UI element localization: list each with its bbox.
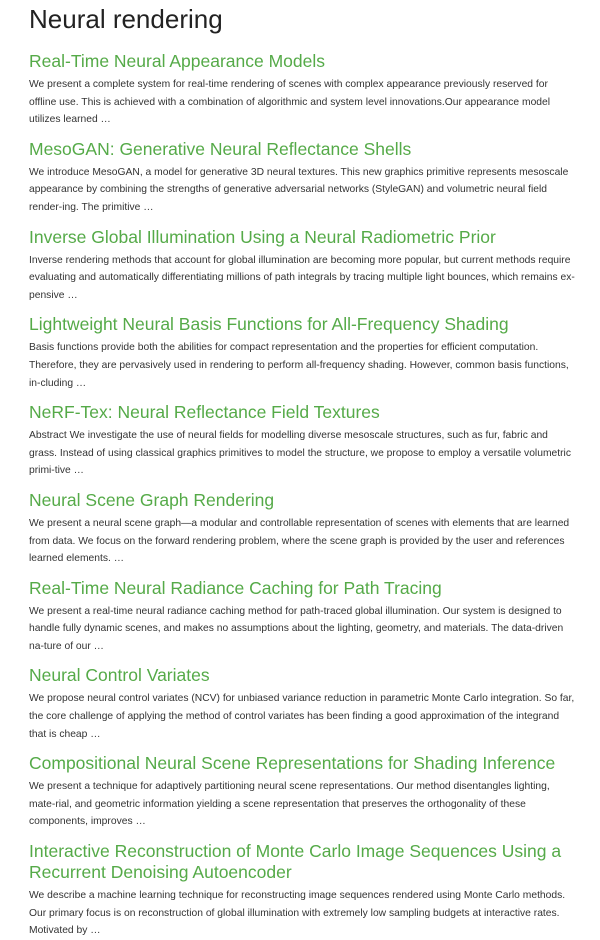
article-excerpt: We present a neural scene graph—a modular and controllable representation of scenes with elements that are learned from data. We focus on the forward rendering problem, where the scene graph is provided by the user and references learned elements. … <box>29 517 570 565</box>
article-title-link[interactable]: Real-Time Neural Radiance Caching for Path Tracing <box>29 577 442 598</box>
article-item <box>29 139 576 217</box>
article-item <box>29 665 576 743</box>
article-item <box>29 227 576 305</box>
article-title-link[interactable]: Interactive Reconstruction of Monte Carlo Image Sequences Using a Recurrent Denoising Autoencoder <box>29 841 562 883</box>
article-excerpt: We present a technique for adaptively partitioning neural scene representations. Our method disentangles lighting, mate-rial, and geometric information yielding a scene representation that preserves the orthogonality of these components, improves … <box>29 781 550 828</box>
article-item <box>29 578 576 656</box>
article-list <box>29 51 576 940</box>
article-item <box>29 753 576 831</box>
article-excerpt: We describe a machine learning technique for reconstructing image sequences rendered using Monte Carlo methods. Our primary focus is on reconstruction of global illumination with extremely low sampling budgets at interactive rates. Motivated by … <box>29 890 566 937</box>
article-item <box>29 490 576 568</box>
article-excerpt: Basis functions provide both the abilities for compact representation and the properties for efficient computation. Therefore, they are pervasively used in rendering to perform all-frequency shading. However, common basis functions, in-cluding … <box>29 342 569 389</box>
article-title-link[interactable]: Real-Time Neural Appearance Models <box>29 51 326 71</box>
article-excerpt: We propose neural control variates (NCV) for unbiased variance reduction in parametric Monte Carlo integration. So far, the core challenge of applying the method of control variates has been finding a good approximation of the integrand that is cheap … <box>29 693 575 740</box>
article-excerpt: We introduce MesoGAN, a model for generative 3D neural textures. This new graphics primitive represents mesoscale appearance by combining the strengths of generative adversarial networks (StyleGAN) and volumetric neural field render-ing. The primitive … <box>29 166 569 213</box>
article-title-link[interactable]: Neural Scene Graph Rendering <box>29 489 275 510</box>
article-excerpt: We present a complete system for real-time rendering of scenes with complex appearance previously reserved for offline use. This is achieved with a combination of algorithmic and system level innovations.Our appearance model utilizes learned … <box>29 79 551 126</box>
article-item <box>29 402 576 480</box>
article-excerpt: Abstract We investigate the use of neural fields for modelling diverse mesoscale structures, such as fur, fabric and grass. Instead of using classical graphics primitives to model the structure, we propose to employ a versatile volumetric primi-tive … <box>29 430 571 477</box>
page-title: Neural rendering <box>29 4 223 34</box>
article-title-link[interactable]: Inverse Global Illumination Using a Neural Radiometric Prior <box>29 226 496 247</box>
article-title-link[interactable]: Compositional Neural Scene Representations for Shading Inference <box>29 753 556 774</box>
article-item <box>29 841 576 940</box>
article-excerpt: We present a real-time neural radiance caching method for path-traced global illumination. Our system is designed to handle fully dynamic scenes, and makes no assumptions about the lighting, geometry, and materials. The data-driven na-ture of our … <box>29 605 564 652</box>
article-title-link[interactable]: MesoGAN: Generative Neural Reflectance Shells <box>29 138 412 159</box>
article-title-link[interactable]: Lightweight Neural Basis Functions for All-Frequency Shading <box>29 314 509 335</box>
article-title-link[interactable]: NeRF-Tex: Neural Reflectance Field Textures <box>29 402 380 423</box>
article-item <box>29 51 576 129</box>
article-title-link[interactable]: Neural Control Variates <box>29 665 210 686</box>
article-excerpt: Inverse rendering methods that account for global illumination are becoming more popular, but current methods require evaluating and automatically differentiating millions of path integrals by tracing multiple light bounces, which remains ex-pensive … <box>29 254 575 301</box>
article-item <box>29 314 576 392</box>
